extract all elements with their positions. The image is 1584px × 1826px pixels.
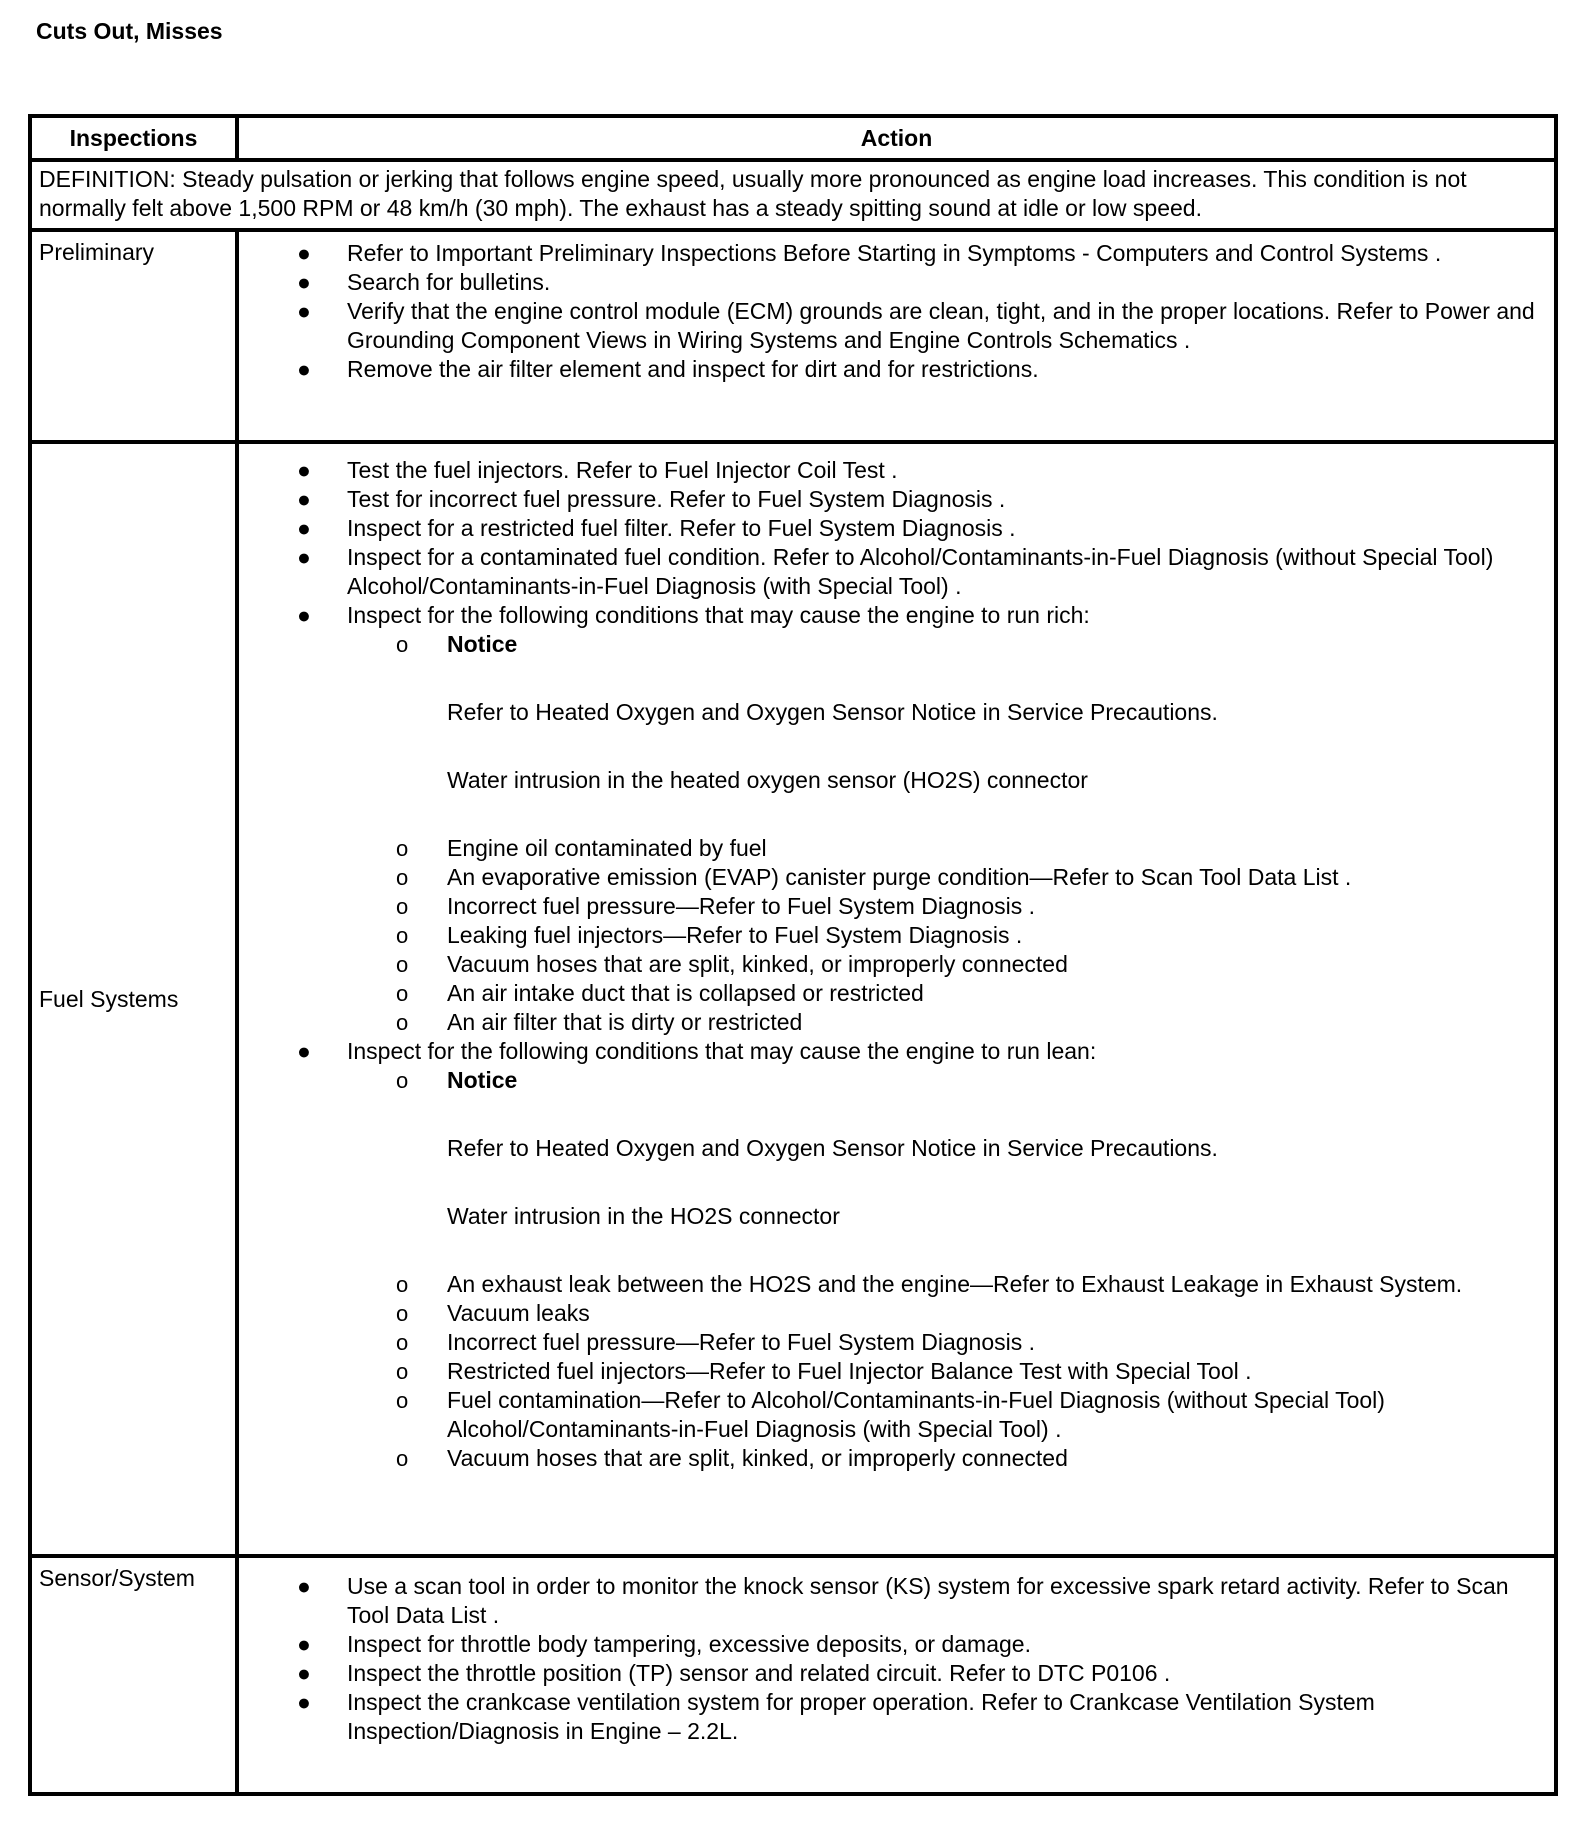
list-item: ● Inspect the crankcase ventilation system for proper operation. Refer to Crankcase Ventilation System Inspection/Diagnosis in Engine – 2.2L. xyxy=(297,1689,1375,1744)
list-item: ● Inspect for a restricted fuel filter. Refer to Fuel System Diagnosis . xyxy=(297,515,1016,541)
sub-list-item: o Incorrect fuel pressure—Refer to Fuel System Diagnosis . xyxy=(396,893,1036,919)
preliminary-label: Preliminary xyxy=(30,230,237,442)
header-inspections: Inspections xyxy=(30,116,237,160)
sub-list-item: o An evaporative emission (EVAP) canister purge condition—Refer to Scan Tool Data List . xyxy=(396,864,1352,890)
sub-list-item: o An exhaust leak between the HO2S and the engine—Refer to Exhaust Leakage in Exhaust System. xyxy=(396,1271,1463,1297)
sub-list-item: o Vacuum hoses that are split, kinked, or improperly connected xyxy=(396,1445,1068,1471)
preliminary-row xyxy=(30,230,1556,442)
list-item: ● Inspect for the following conditions that may cause the engine to run lean: o Notice Refer to Heated Oxygen and Oxygen Sensor Notice in Service Precautions. Water intrusion in the HO2S connector o An exhaust leak between the HO2S and the engine—Refer to Exhaust Leakage in Exhaust System. o Vacuum leaks o Incorrect fuel pressure—Refer to Fuel System Diagnosis . o Restricted fuel injectors—Refer to Fuel Injector Balance Test with Special Tool . o Fuel contamination—Refer to Alcohol/Contaminants-in-Fuel Diagnosis (without Special Tool) Alcohol/Contaminants-in-Fuel Diagnosis (with Special Tool) . o Vacuum hoses that are split, kinked, or improperly connected xyxy=(239,1037,1546,1473)
list-item: ● Test the fuel injectors. Refer to Fuel Injector Coil Test . xyxy=(297,457,898,483)
sensor-system-label: Sensor/System xyxy=(30,1556,237,1794)
definition-text: DEFINITION: Steady pulsation or jerking that follows engine speed, usually more pronounced as engine load increases. This condition is not normally felt above 1,500 RPM or 48 km/h (30 mph). The exhaust has a steady spitting sound at idle or low speed. xyxy=(30,160,1556,230)
preliminary-actions xyxy=(237,230,1556,442)
sub-list-item: o Notice Refer to Heated Oxygen and Oxygen Sensor Notice in Service Precautions. Water intrusion in the heated oxygen sensor (HO2S) connector xyxy=(347,630,1546,834)
list-item: ● Inspect for a contaminated fuel condition. Refer to Alcohol/Contaminants-in-Fuel Diagnosis (without Special Tool) Alcohol/Contaminants-in-Fuel Diagnosis (with Special Tool) . xyxy=(297,544,1494,599)
sub-list-item: o An air intake duct that is collapsed or restricted xyxy=(396,980,924,1006)
page-title: Cuts Out, Misses xyxy=(36,18,223,44)
sub-list-item: o Incorrect fuel pressure—Refer to Fuel System Diagnosis . xyxy=(396,1329,1036,1355)
notice-text: Refer to Heated Oxygen and Oxygen Sensor Notice in Service Precautions. xyxy=(447,1135,1218,1161)
list-item: ● Refer to Important Preliminary Inspections Before Starting in Symptoms - Computers and Control Systems . xyxy=(297,240,1442,266)
notice-title: Notice xyxy=(447,631,518,657)
list-item: ● Remove the air filter element and inspect for dirt and for restrictions. xyxy=(297,356,1039,382)
list-item: ● Test for incorrect fuel pressure. Refer to Fuel System Diagnosis . xyxy=(297,486,1006,512)
notice-item: Water intrusion in the heated oxygen sensor (HO2S) connector xyxy=(447,767,1088,793)
list-item: ● Verify that the engine control module (ECM) grounds are clean, tight, and in the proper locations. Refer to Power and Grounding Component Views in Wiring Systems and Engine Controls Schematics . xyxy=(297,298,1535,353)
sub-list-item: o An air filter that is dirty or restricted xyxy=(396,1009,803,1035)
notice-text: Refer to Heated Oxygen and Oxygen Sensor Notice in Service Precautions. xyxy=(447,699,1218,725)
list-item: ● Use a scan tool in order to monitor the knock sensor (KS) system for excessive spark retard activity. Refer to Scan Tool Data List . xyxy=(297,1573,1509,1628)
list-item: ● Inspect for the following conditions that may cause the engine to run rich: o Notice Refer to Heated Oxygen and Oxygen Sensor Notice in Service Precautions. Water intrusion in the heated oxygen sensor (HO2S) connector o Engine oil contaminated by fuel o An evaporative emission (EVAP) canister purge condition—Refer to Scan Tool Data List . o Incorrect fuel pressure—Refer to Fuel System Diagnosis . o Leaking fuel injectors—Refer to Fuel System Diagnosis . o Vacuum hoses that are split, kinked, or improperly connected o An air intake duct that is collapsed or restricted o An air filter that is dirty or restricted xyxy=(239,601,1546,1037)
sub-list-item: o Engine oil contaminated by fuel xyxy=(396,835,767,861)
sensor-system-row xyxy=(30,1556,1556,1794)
sub-list-item: o Notice Refer to Heated Oxygen and Oxygen Sensor Notice in Service Precautions. Water intrusion in the HO2S connector xyxy=(347,1066,1546,1270)
definition-row xyxy=(30,160,1556,230)
sub-list-item: o Vacuum leaks xyxy=(396,1300,590,1326)
sub-list-item: o Vacuum hoses that are split, kinked, or improperly connected xyxy=(396,951,1068,977)
list-item: ● Inspect the throttle position (TP) sensor and related circuit. Refer to DTC P0106 . xyxy=(297,1660,1171,1686)
header-row xyxy=(30,116,1556,160)
sub-list-item: o Restricted fuel injectors—Refer to Fuel Injector Balance Test with Special Tool . xyxy=(396,1358,1252,1384)
fuel-systems-actions xyxy=(237,442,1556,1556)
list-item: ● Inspect for throttle body tampering, excessive deposits, or damage. xyxy=(297,1631,1031,1657)
fuel-systems-row xyxy=(30,442,1556,1556)
sub-list-item: o Fuel contamination—Refer to Alcohol/Contaminants-in-Fuel Diagnosis (without Special Tool) Alcohol/Contaminants-in-Fuel Diagnosis (with Special Tool) . xyxy=(396,1387,1385,1442)
sub-list-item: o Leaking fuel injectors—Refer to Fuel System Diagnosis . xyxy=(396,922,1023,948)
sensor-system-actions xyxy=(237,1556,1556,1794)
notice-item: Water intrusion in the HO2S connector xyxy=(447,1203,840,1229)
header-action: Action xyxy=(237,116,1556,160)
fuel-systems-label: Fuel Systems xyxy=(30,442,237,1556)
inspection-table xyxy=(28,114,1558,1796)
list-item: ● Search for bulletins. xyxy=(297,269,551,295)
notice-title: Notice xyxy=(447,1067,518,1093)
